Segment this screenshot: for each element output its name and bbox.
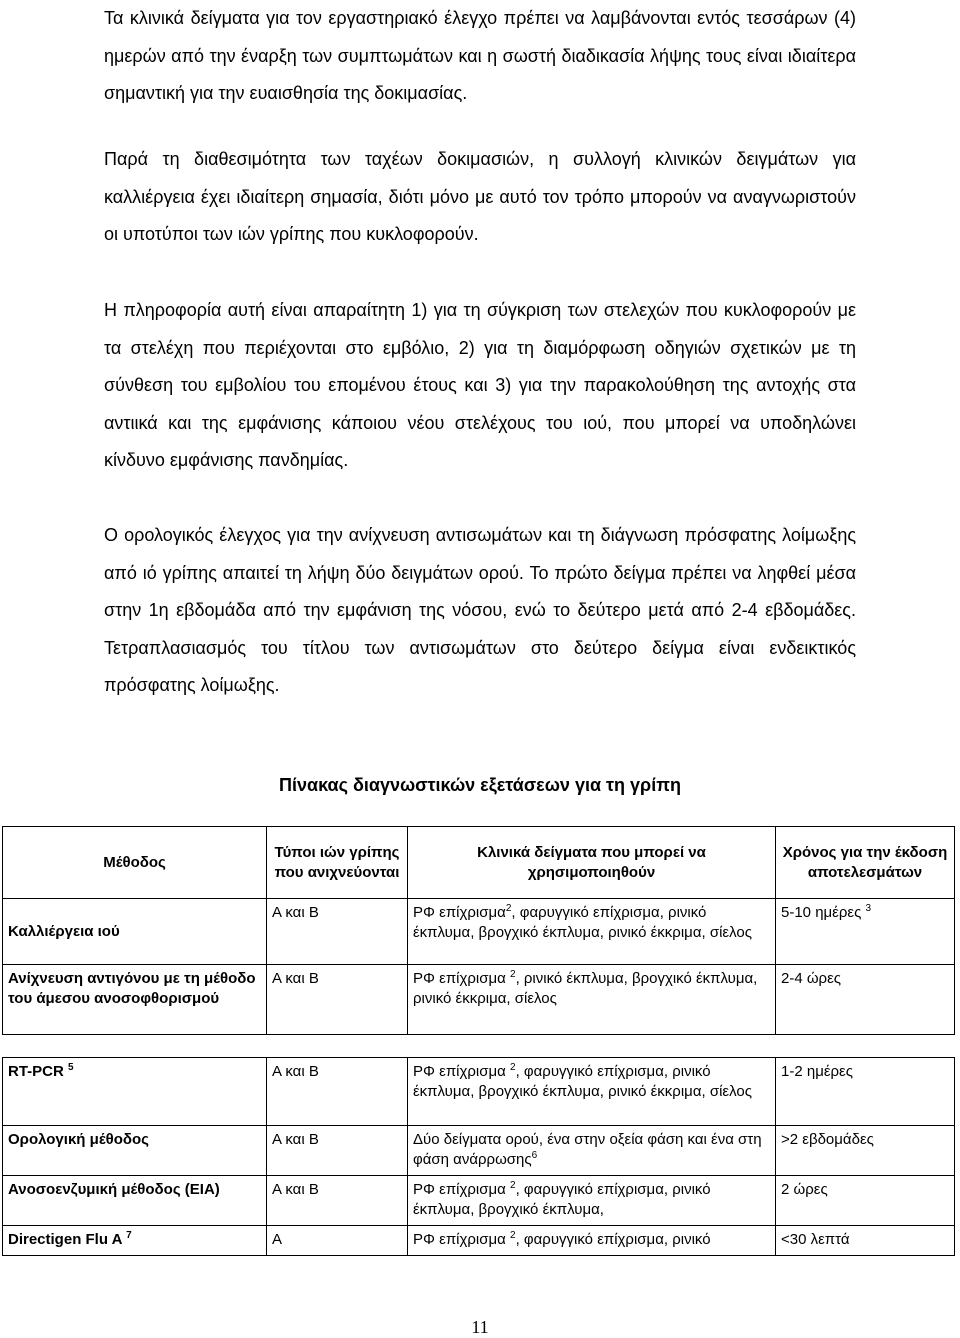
samples-cell [408,1226,776,1256]
table-header-row [3,827,955,899]
time-cell: 2 ώρες [776,1176,955,1226]
footnote-ref: 7 [126,1230,132,1241]
table-title: Πίνακας διαγνωστικών εξετάσεων για τη γρίπη [279,775,681,795]
footnote-ref: 2 [510,1230,516,1241]
samples-cell [408,965,776,1035]
table-row [3,1058,955,1126]
page-number: 11 [471,1317,489,1337]
method-cell: Ανοσοενζυμική μέθοδος (EIA) [3,1176,267,1226]
paragraph-sample-timing: Τα κλινικά δείγματα για τον εργαστηριακό έλεγχο πρέπει να λαμβάνονται εντός τεσσάρων (4) ημερών από την έναρξη των συμπτωμάτων και η σωστή διαδικασία λήψης τους είναι ιδιαίτερα σημαντική για την ευαισθησία της δοκιμασίας. [104,8,856,104]
method-cell: Καλλιέργεια ιού [3,899,267,965]
samples-cell [408,1176,776,1226]
footnote-ref: 3 [865,903,872,914]
header-virus-types: Τύποι ιών γρίπης που ανιχνεύονται [267,827,408,899]
samples-text: ΡΦ επίχρισμα [413,970,510,987]
samples-text: ΡΦ επίχρισμα [413,904,506,921]
samples-cell [408,1058,776,1126]
time-cell: <30 λεπτά [776,1226,955,1256]
paragraph-serological-testing: Ο ορολογικός έλεγχος για την ανίχνευση αντισωμάτων και τη διάγνωση πρόσφατης λοίμωξης από ιό γρίπης απαιτεί τη λήψη δύο δειγμάτων ορού. Το πρώτο δείγμα πρέπει να ληφθεί μέσα στην 1η εβδομάδα από την εμφάνιση της νόσου, ενώ το δεύτερο μετά από 2-4 εβδομάδες. Τετραπλασιασμός του τίτλου των αντισωμάτων στο δεύτερο δείγμα είναι ενδεικτικός πρόσφατης λοίμωξης. [104,525,856,696]
samples-text-continued: , φαρυγγικό επίχρισμα, ρινικό [515,1231,711,1248]
header-method: Μέθοδος [3,827,267,899]
header-result-time: Χρόνος για την έκδοση αποτελεσμάτων [776,827,955,899]
samples-text-continued: , φαρυγγικό επίχρισμα, ρινικό έκπλυμα, βρογχικό έκπλυμα, [413,1181,711,1218]
types-cell: Α [267,1226,408,1256]
footnote-ref: 2 [510,1062,516,1073]
footnote-ref: 2 [505,903,512,914]
samples-text: ΡΦ επίχρισμα [413,1063,510,1080]
time-cell: 2-4 ώρες [776,965,955,1035]
table-row [3,1176,955,1226]
time-cell [776,899,955,965]
samples-text: Δύο δείγματα ορού, ένα στην οξεία φάση και ένα στη φάση ανάρρωσης [413,1131,762,1168]
samples-cell [408,1126,776,1176]
table-row [3,1126,955,1176]
method-cell [3,1058,267,1126]
method-cell: Ορολογική μέθοδος [3,1126,267,1176]
samples-text: ΡΦ επίχρισμα [413,1231,510,1248]
samples-text-continued: , φαρυγγικό επίχρισμα, ρινικό έκπλυμα, βρογχικό έκπλυμα, ρινικό έκκριμα, σίελος [413,1063,752,1100]
time-text: 5-10 ημέρες [781,904,866,921]
samples-text-continued: , ρινικό έκπλυμα, βρογχικό έκπλυμα, ρινικό έκκριμα, σίελος [413,970,758,1007]
paragraph-culture-importance: Παρά τη διαθεσιμότητα των ταχέων δοκιμασιών, η συλλογή κλινικών δειγμάτων για καλλιέργεια έχει ιδιαίτερη σημασία, διότι μόνο με αυτό τον τρόπο μπορούν να αναγνωριστούν οι υποτύποι των ιών γρίπης που κυκλοφορούν. [104,149,856,245]
footnote-ref: 2 [510,969,516,980]
types-cell: Α και Β [267,1058,408,1126]
method-text: RT-PCR [8,1063,68,1080]
table-row [3,965,955,1035]
footnote-ref: 2 [510,1180,516,1191]
types-cell: Α και Β [267,1126,408,1176]
types-cell: Α και Β [267,1176,408,1226]
method-cell [3,1226,267,1256]
method-text: Directigen Flu A [8,1231,127,1248]
time-cell: >2 εβδομάδες [776,1126,955,1176]
types-cell: Α και Β [267,965,408,1035]
samples-text: ΡΦ επίχρισμα [413,1181,510,1198]
table-row [3,1226,955,1256]
types-cell: Α και Β [267,899,408,965]
method-cell: Ανίχνευση αντιγόνου με τη μέθοδο του άμεσου ανοσοφθορισμού [3,965,267,1035]
footnote-ref: 5 [68,1062,74,1073]
time-cell: 1-2 ημέρες [776,1058,955,1126]
table-row [3,899,955,965]
diagnostic-tests-table [2,826,955,1256]
paragraph-information-purpose: Η πληροφορία αυτή είναι απαραίτητη 1) για τη σύγκριση των στελεχών που κυκλοφορούν με τα στελέχη που περιέχονται στο εμβόλιο, 2) για τη διαμόρφωση οδηγιών σχετικών με τη σύνθεση του εμβολίου του επομένου έτους και 3) για την παρακολούθηση της αντοχής στα αντιικά και της εμφάνισης κάποιου νέου στελέχους του ιού, που μπορεί να υποδηλώνει κίνδυνο εμφάνισης πανδημίας. [104,300,856,471]
samples-text-continued: , φαρυγγικό επίχρισμα, ρινικό έκπλυμα, βρογχικό έκπλυμα, ρινικό έκκριμα, σίελος [413,904,752,941]
footnote-ref: 6 [531,1150,538,1161]
samples-cell [408,899,776,965]
header-clinical-samples: Κλινικά δείγματα που μπορεί να χρησιμοποιηθούν [408,827,776,899]
